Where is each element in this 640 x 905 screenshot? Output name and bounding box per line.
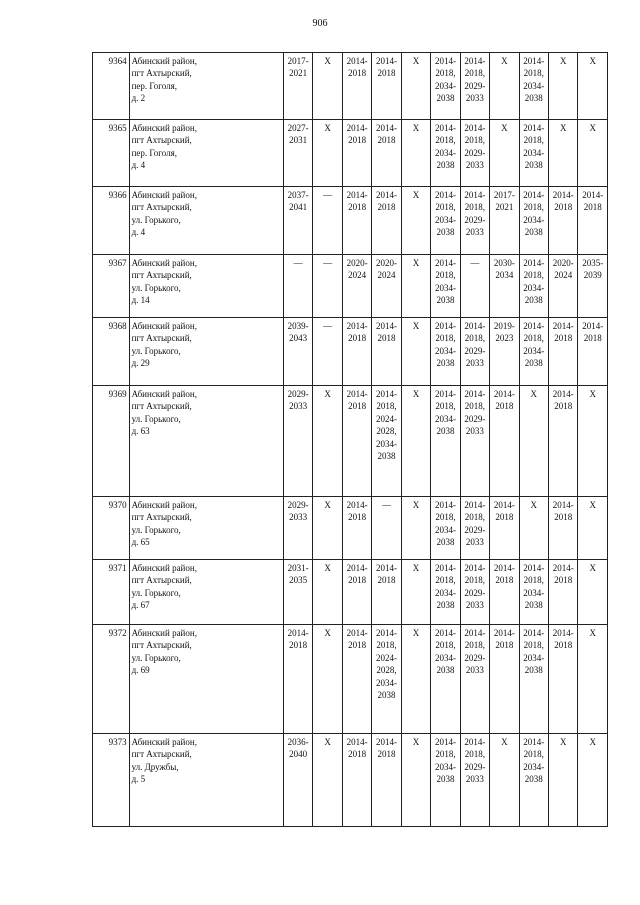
period-cell: 2014- 2018 (342, 386, 371, 497)
record-number: 9366 (93, 187, 130, 255)
period-cell: 2030- 2034 (490, 255, 519, 318)
period-cell: X (313, 386, 342, 497)
record-number: 9371 (93, 560, 130, 625)
table-row (93, 255, 608, 318)
period-cell: 2014- 2018, 2034- 2038 (431, 53, 460, 120)
period-cell: 2027- 2031 (283, 120, 312, 187)
period-cell: 2029- 2033 (283, 386, 312, 497)
period-cell: X (313, 560, 342, 625)
period-cell: X (578, 497, 608, 560)
period-cell: 2014- 2018 (342, 625, 371, 734)
period-cell: X (490, 53, 519, 120)
record-number: 9364 (93, 53, 130, 120)
period-cell: 2014- 2018 (549, 625, 578, 734)
address-cell: Абинский район, пгт Ахтырский, ул. Дружбы, д. 5 (129, 734, 283, 827)
period-cell: 2014- 2018 (549, 560, 578, 625)
period-cell: 2020- 2024 (372, 255, 401, 318)
period-cell: X (313, 625, 342, 734)
period-cell: 2014- 2018, 2029- 2033 (460, 560, 489, 625)
period-cell: 2014- 2018 (578, 318, 608, 386)
period-cell: X (519, 386, 548, 497)
period-cell: X (490, 120, 519, 187)
period-cell: 2014- 2018, 2029- 2033 (460, 386, 489, 497)
period-cell: X (578, 625, 608, 734)
table-row (93, 560, 608, 625)
period-cell: 2014- 2018, 2034- 2038 (519, 120, 548, 187)
period-cell: X (490, 734, 519, 827)
period-cell: 2014- 2018 (549, 187, 578, 255)
record-number: 9370 (93, 497, 130, 560)
period-cell: 2014- 2018 (549, 386, 578, 497)
period-cell: 2014- 2018, 2029- 2033 (460, 53, 489, 120)
period-cell: X (578, 734, 608, 827)
period-cell: 2014- 2018, 2029- 2033 (460, 187, 489, 255)
period-cell: 2014- 2018 (342, 560, 371, 625)
period-cell: 2014- 2018 (342, 187, 371, 255)
period-cell: 2031- 2035 (283, 560, 312, 625)
period-cell: 2014- 2018 (549, 497, 578, 560)
address-cell: Абинский район, пгт Ахтырский, пер. Гоголя, д. 4 (129, 120, 283, 187)
period-cell: X (578, 120, 608, 187)
period-cell: X (401, 53, 430, 120)
period-cell: — (283, 255, 312, 318)
period-cell: 2014- 2018 (372, 53, 401, 120)
schedule-table (92, 52, 608, 827)
period-cell: 2014- 2018, 2034- 2038 (519, 187, 548, 255)
address-cell: Абинский район, пгт Ахтырский, ул. Горького, д. 63 (129, 386, 283, 497)
address-cell: Абинский район, пгт Ахтырский, ул. Горького, д. 14 (129, 255, 283, 318)
period-cell: — (313, 318, 342, 386)
period-cell: — (313, 187, 342, 255)
period-cell: 2014- 2018, 2029- 2033 (460, 318, 489, 386)
period-cell: X (313, 734, 342, 827)
period-cell: 2017- 2021 (490, 187, 519, 255)
table-row (93, 318, 608, 386)
table-row (93, 53, 608, 120)
period-cell: 2014- 2018 (342, 734, 371, 827)
address-cell: Абинский район, пгт Ахтырский, ул. Горького, д. 4 (129, 187, 283, 255)
period-cell: — (313, 255, 342, 318)
period-cell: X (578, 560, 608, 625)
period-cell: 2017- 2021 (283, 53, 312, 120)
period-cell: 2014- 2018, 2034- 2038 (519, 625, 548, 734)
record-number: 9369 (93, 386, 130, 497)
period-cell: 2039- 2043 (283, 318, 312, 386)
period-cell: X (401, 187, 430, 255)
table-row (93, 625, 608, 734)
period-cell: 2035- 2039 (578, 255, 608, 318)
record-number: 9372 (93, 625, 130, 734)
period-cell: X (401, 255, 430, 318)
period-cell: 2014- 2018, 2034- 2038 (431, 625, 460, 734)
period-cell: 2014- 2018 (342, 53, 371, 120)
period-cell: 2014- 2018 (342, 120, 371, 187)
period-cell: X (519, 497, 548, 560)
record-number: 9367 (93, 255, 130, 318)
period-cell: 2014- 2018 (490, 386, 519, 497)
period-cell: 2014- 2018, 2034- 2038 (431, 318, 460, 386)
period-cell: 2014- 2018 (490, 560, 519, 625)
period-cell: X (401, 734, 430, 827)
period-cell: 2014- 2018, 2024- 2028, 2034- 2038 (372, 625, 401, 734)
period-cell: X (578, 386, 608, 497)
period-cell: 2014- 2018 (342, 318, 371, 386)
period-cell: 2014- 2018, 2029- 2033 (460, 734, 489, 827)
period-cell: X (578, 53, 608, 120)
period-cell: 2014- 2018, 2034- 2038 (431, 386, 460, 497)
period-cell: 2036- 2040 (283, 734, 312, 827)
period-cell: 2014- 2018 (549, 318, 578, 386)
period-cell: 2014- 2018 (372, 120, 401, 187)
period-cell: X (401, 120, 430, 187)
period-cell: 2014- 2018, 2034- 2038 (431, 560, 460, 625)
period-cell: 2014- 2018, 2029- 2033 (460, 625, 489, 734)
period-cell: 2014- 2018 (342, 497, 371, 560)
period-cell: 2014- 2018, 2034- 2038 (519, 53, 548, 120)
address-cell: Абинский район, пгт Ахтырский, ул. Горького, д. 67 (129, 560, 283, 625)
table-row (93, 120, 608, 187)
period-cell: X (313, 53, 342, 120)
period-cell: X (401, 318, 430, 386)
period-cell: 2019- 2023 (490, 318, 519, 386)
period-cell: — (372, 497, 401, 560)
period-cell: 2014- 2018, 2034- 2038 (431, 255, 460, 318)
period-cell: 2014- 2018 (490, 497, 519, 560)
period-cell: X (313, 120, 342, 187)
period-cell: 2014- 2018, 2034- 2038 (431, 187, 460, 255)
address-cell: Абинский район, пгт Ахтырский, ул. Горького, д. 29 (129, 318, 283, 386)
period-cell: 2029- 2033 (283, 497, 312, 560)
period-cell: X (401, 497, 430, 560)
period-cell: 2037- 2041 (283, 187, 312, 255)
period-cell: 2014- 2018 (578, 187, 608, 255)
page-number: 906 (312, 18, 328, 29)
period-cell: X (549, 53, 578, 120)
period-cell: 2014- 2018 (372, 187, 401, 255)
period-cell: 2014- 2018, 2034- 2038 (519, 734, 548, 827)
period-cell: 2014- 2018, 2034- 2038 (519, 318, 548, 386)
period-cell: 2014- 2018 (283, 625, 312, 734)
period-cell: 2014- 2018 (372, 318, 401, 386)
period-cell: X (549, 120, 578, 187)
period-cell: 2014- 2018, 2029- 2033 (460, 120, 489, 187)
record-number: 9368 (93, 318, 130, 386)
period-cell: 2014- 2018 (372, 734, 401, 827)
period-cell: 2014- 2018, 2034- 2038 (431, 734, 460, 827)
period-cell: 2014- 2018 (490, 625, 519, 734)
period-cell: X (549, 734, 578, 827)
period-cell: X (401, 560, 430, 625)
period-cell: 2014- 2018, 2034- 2038 (431, 497, 460, 560)
period-cell: — (460, 255, 489, 318)
address-cell: Абинский район, пгт Ахтырский, пер. Гоголя, д. 2 (129, 53, 283, 120)
address-cell: Абинский район, пгт Ахтырский, ул. Горького, д. 69 (129, 625, 283, 734)
record-number: 9373 (93, 734, 130, 827)
period-cell: X (313, 497, 342, 560)
record-number: 9365 (93, 120, 130, 187)
period-cell: 2014- 2018, 2024- 2028, 2034- 2038 (372, 386, 401, 497)
period-cell: X (401, 625, 430, 734)
period-cell: 2020- 2024 (549, 255, 578, 318)
table-row (93, 386, 608, 497)
table-row (93, 734, 608, 827)
period-cell: 2014- 2018, 2034- 2038 (519, 560, 548, 625)
period-cell: 2014- 2018, 2034- 2038 (431, 120, 460, 187)
period-cell: 2014- 2018, 2034- 2038 (519, 255, 548, 318)
address-cell: Абинский район, пгт Ахтырский, ул. Горького, д. 65 (129, 497, 283, 560)
period-cell: 2020- 2024 (342, 255, 371, 318)
table-row (93, 497, 608, 560)
period-cell: 2014- 2018 (372, 560, 401, 625)
table-row (93, 187, 608, 255)
period-cell: X (401, 386, 430, 497)
period-cell: 2014- 2018, 2029- 2033 (460, 497, 489, 560)
